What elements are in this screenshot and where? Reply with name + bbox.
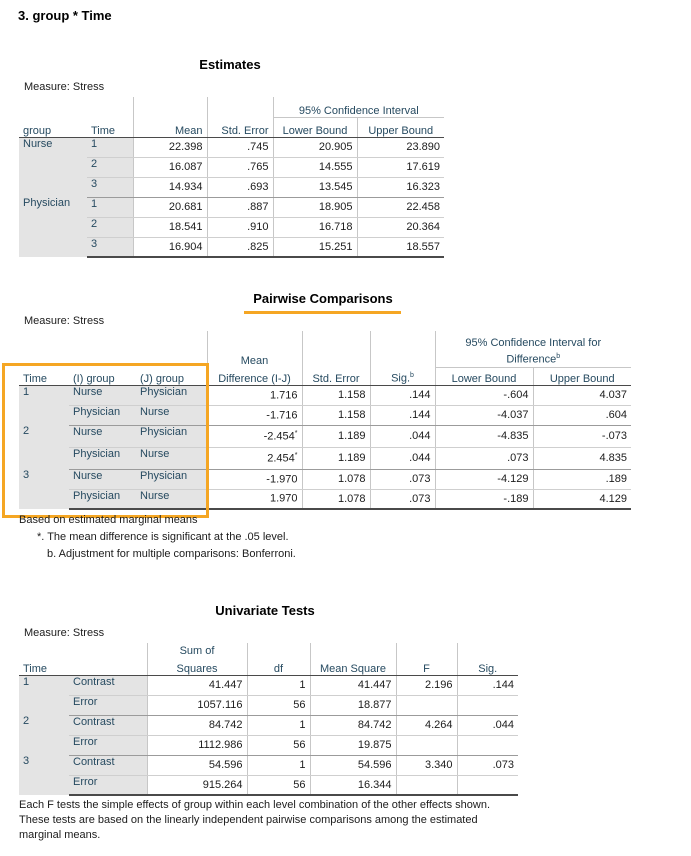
time-label: 1 [87,137,133,157]
j-group: Nurse [136,405,207,425]
univariate-title: Univariate Tests [215,603,315,618]
cell-sig: .073 [457,755,518,775]
cell-sig: .144 [457,675,518,695]
cell-df: 56 [247,735,310,755]
cell-se: 1.189 [302,447,370,469]
cell-mean: 18.541 [133,217,207,237]
cell-df: 1 [247,755,310,775]
cell-se: 1.078 [302,489,370,509]
cell-mean: 16.904 [133,237,207,257]
cell-mean: 22.398 [133,137,207,157]
cell-sig: .144 [370,385,435,405]
cell-ms: 54.596 [310,755,396,775]
group-label: Nurse [19,137,87,197]
cell-f [396,775,457,795]
j-group: Nurse [136,447,207,469]
col-df: df [247,657,310,675]
footnote-adjustment: b. Adjustment for multiple comparisons: Bonferroni. [47,548,296,560]
col-sig: Sig.$^b$ [370,367,435,385]
cell-df: 1 [247,675,310,695]
cell-se: .825 [207,237,273,257]
cell-f [396,735,457,755]
estimates-title: Estimates [199,57,261,72]
time-label: 2 [19,425,69,469]
cell-se: .910 [207,217,273,237]
cell-ub: 4.037 [533,385,631,405]
cell-lb: -4.129 [435,469,533,489]
cell-sig: .044 [457,715,518,735]
row-label: Contrast [69,675,147,695]
cell-mean: 16.087 [133,157,207,177]
col-lower-bound: Lower Bound [435,367,533,385]
pairwise-title: Pairwise Comparisons [253,291,393,306]
col-mean: Mean [133,117,207,137]
col-i-group: (I) group [69,367,136,385]
time-label: 1 [19,675,69,715]
cell-mean: 14.934 [133,177,207,197]
cell-lb: -.189 [435,489,533,509]
cell-se: 1.189 [302,425,370,447]
footnote-significance: *. The mean difference is significant at the .05 level. [37,531,289,543]
cell-se: 1.078 [302,469,370,489]
cell-ub: 4.835 [533,447,631,469]
j-group: Physician [136,385,207,405]
cell-df: 56 [247,695,310,715]
time-label: 3 [87,177,133,197]
col-f: F [396,657,457,675]
cell-ss: 54.596 [147,755,247,775]
cell-sig: .144 [370,405,435,425]
cell-ss: 41.447 [147,675,247,695]
col-group: group [19,117,87,137]
time-label: 1 [87,197,133,217]
cell-lb: -4.835 [435,425,533,447]
group-label: Physician [19,197,87,257]
cell-ub: -.073 [533,425,631,447]
cell-ub: 23.890 [357,137,444,157]
cell-lb: -.604 [435,385,533,405]
cell-se: 1.158 [302,385,370,405]
cell-sig: .073 [370,469,435,489]
time-label: 3 [19,755,69,795]
col-time: Time [19,657,69,675]
univariate-measure: Measure: Stress [24,627,105,639]
row-label: Contrast [69,755,147,775]
cell-ss: 1112.986 [147,735,247,755]
col-lower-bound: Lower Bound [273,117,357,137]
cell-mean-diff: -1.716 [207,405,302,425]
cell-lb: -4.037 [435,405,533,425]
time-label: 2 [87,217,133,237]
cell-f: 2.196 [396,675,457,695]
estimates-measure: Measure: Stress [24,81,105,93]
cell-ub: 20.364 [357,217,444,237]
col-j-group: (J) group [136,367,207,385]
i-group: Nurse [69,469,136,489]
cell-ub: .189 [533,469,631,489]
col-mean-diff-line1: Mean [207,331,302,367]
univariate-table [19,643,518,796]
col-std-error: Std. Error [207,117,273,137]
col-ss-line1: Sum of [147,643,247,657]
cell-lb: 18.905 [273,197,357,217]
cell-sig: .073 [370,489,435,509]
col-std-error: Std. Error [302,367,370,385]
time-label: 2 [87,157,133,177]
pairwise-ci-header: 95% Confidence Interval for Difference$^b$ [435,331,631,367]
col-mean-square: Mean Square [310,657,396,675]
row-label: Contrast [69,715,147,735]
cell-mean-diff: -1.970 [207,469,302,489]
cell-ub: 16.323 [357,177,444,197]
estimates-table [19,97,444,258]
cell-se: .887 [207,197,273,217]
cell-sig [457,735,518,755]
col-time: Time [19,367,69,385]
cell-lb: 15.251 [273,237,357,257]
time-label: 1 [19,385,69,425]
cell-lb: 13.545 [273,177,357,197]
cell-lb: .073 [435,447,533,469]
row-label: Error [69,775,147,795]
cell-ms: 84.742 [310,715,396,735]
cell-mean-diff: 2.454* [207,447,302,469]
time-label: 3 [87,237,133,257]
cell-lb: 16.718 [273,217,357,237]
footnote-based-on: Based on estimated marginal means [19,514,198,526]
cell-f [396,695,457,715]
row-label: Error [69,695,147,715]
time-label: 3 [19,469,69,509]
i-group: Nurse [69,385,136,405]
highlight-box [2,363,209,518]
section-heading: 3. group * Time [18,8,112,23]
col-ss-line2: Squares [147,657,247,675]
cell-se: 1.158 [302,405,370,425]
cell-ub: 22.458 [357,197,444,217]
cell-ms: 16.344 [310,775,396,795]
cell-df: 1 [247,715,310,735]
cell-f: 3.340 [396,755,457,775]
i-group: Physician [69,405,136,425]
j-group: Physician [136,469,207,489]
cell-ss: 84.742 [147,715,247,735]
cell-sig [457,775,518,795]
i-group: Physician [69,447,136,469]
cell-ms: 18.877 [310,695,396,715]
col-sig: Sig. [457,657,518,675]
cell-df: 56 [247,775,310,795]
cell-mean-diff: -2.454* [207,425,302,447]
cell-sig [457,695,518,715]
col-time: Time [87,117,133,137]
estimates-ci-header: 95% Confidence Interval [273,97,444,117]
j-group: Nurse [136,489,207,509]
cell-se: .693 [207,177,273,197]
pairwise-measure: Measure: Stress [24,315,105,327]
j-group: Physician [136,425,207,447]
cell-sig: .044 [370,425,435,447]
cell-ub: 4.129 [533,489,631,509]
cell-se: .745 [207,137,273,157]
cell-ms: 41.447 [310,675,396,695]
col-mean-diff-line2: Difference (I-J) [207,367,302,385]
cell-mean-diff: 1.716 [207,385,302,405]
row-label: Error [69,735,147,755]
cell-sig: .044 [370,447,435,469]
time-label: 2 [19,715,69,755]
cell-ss: 1057.116 [147,695,247,715]
col-upper-bound: Upper Bound [357,117,444,137]
i-group: Physician [69,489,136,509]
cell-mean-diff: 1.970 [207,489,302,509]
cell-lb: 20.905 [273,137,357,157]
cell-lb: 14.555 [273,157,357,177]
cell-ub: 17.619 [357,157,444,177]
pairwise-title-underline [244,311,401,314]
pairwise-footnotes [19,512,619,563]
univariate-footnote: Each F tests the simple effects of group within each level combination of the other effects shown. These tests are based on the linearly independent pairwise comparisons among the estimated marginal means. [19,799,491,841]
cell-ub: 18.557 [357,237,444,257]
cell-se: .765 [207,157,273,177]
cell-ms: 19.875 [310,735,396,755]
cell-mean: 20.681 [133,197,207,217]
cell-f: 4.264 [396,715,457,735]
cell-ub: .604 [533,405,631,425]
col-upper-bound: Upper Bound [533,367,631,385]
i-group: Nurse [69,425,136,447]
cell-ss: 915.264 [147,775,247,795]
